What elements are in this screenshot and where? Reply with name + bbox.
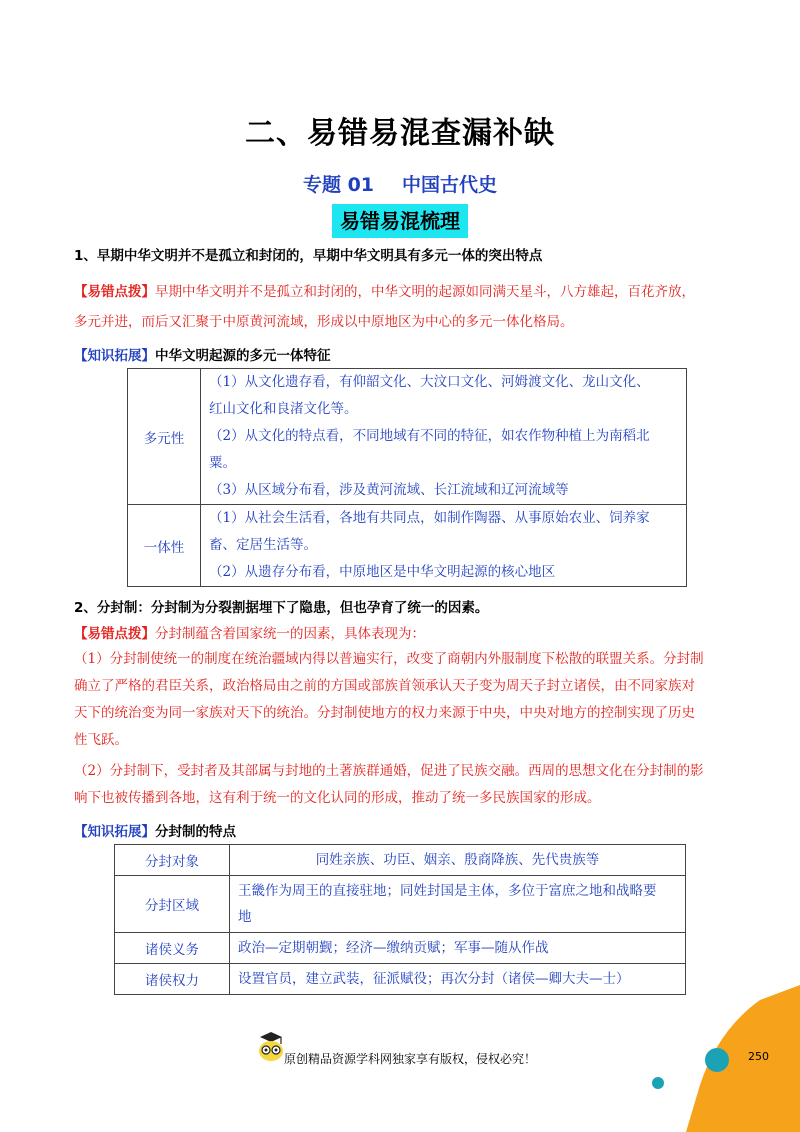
teal-dot-small xyxy=(652,1077,664,1089)
item1-tip-text1: 早期中华文明并不是孤立和封闭的，中华文明的起源如同满天星斗，八方雄起，百花齐放， xyxy=(155,284,695,300)
cell-line: （1）从社会生活看，各地有共同点，如制作陶器、从事原始农业、饲养家 xyxy=(209,510,650,526)
item1-ext-title: 中华文明起源的多元一体特征 xyxy=(155,348,331,364)
cell-line: 王畿作为周王的直接驻地；同姓封国是主体，多位于富庶之地和战略要 xyxy=(238,883,657,899)
row-key: 分封对象 xyxy=(115,845,230,876)
row-key-diversity: 多元性 xyxy=(128,369,201,505)
para-line: 性飞跃。 xyxy=(74,732,128,748)
orange-corner-shape xyxy=(686,985,800,1132)
page-number: 250 xyxy=(748,1050,769,1063)
para-line: （1）分封制使统一的制度在统治疆域内得以普遍实行，改变了商朝内外服制度下松散的联盟关系。分封制 xyxy=(74,651,704,667)
item2-ext-title: 分封制的特点 xyxy=(155,824,236,840)
topic-name: 中国古代史 xyxy=(402,174,498,196)
page-title: 二、易错易混查漏补缺 xyxy=(245,116,555,151)
teal-dot-large xyxy=(705,1048,729,1072)
item1-heading: 1、早期中华文明并不是孤立和封闭的，早期中华文明具有多元一体的突出特点 xyxy=(74,248,543,264)
row-key: 诸侯义务 xyxy=(115,933,230,964)
para-line: 响下也被传播到各地，这有利于统一的文化认同的形成，推动了统一多民族国家的形成。 xyxy=(74,790,601,806)
item2-heading: 2、分封制：分封制为分裂割据埋下了隐患，但也孕育了统一的因素。 xyxy=(74,600,489,616)
cell-line: 同姓亲族、功臣、姻亲、殷商降族、先代贵族等 xyxy=(315,852,600,868)
section-badge: 易错易混梳理 xyxy=(332,204,468,238)
item2-ext-label: 【知识拓展】 xyxy=(74,824,155,840)
cell-line: （2）从文化的特点看，不同地域有不同的特征，如农作物种植上为南稻北 xyxy=(209,428,650,444)
topic-number: 专题 01 xyxy=(302,174,375,196)
row-key: 分封区域 xyxy=(115,876,230,933)
item1-ext-label: 【知识拓展】 xyxy=(74,348,155,364)
cell-line: （1）从文化遗存看，有仰韶文化、大汶口文化、河姆渡文化、龙山文化、 xyxy=(209,374,650,390)
item1-tip-label: 【易错点拨】 xyxy=(74,284,155,300)
cell-line: （3）从区域分布看，涉及黄河流域、长江流域和辽河流域等 xyxy=(209,482,569,498)
para-line: （2）分封制下，受封者及其部属与封地的土著族群通婚，促进了民族交融。西周的思想文化在分封制的影 xyxy=(74,763,704,779)
cell-line: 政治—定期朝觐；经济—缴纳贡赋；军事—随从作战 xyxy=(238,940,549,956)
row-key: 诸侯权力 xyxy=(115,964,230,995)
para-line: 确立了严格的君臣关系，政治格局由之前的方国或部族首领承认天子变为周天子封立诸侯，由不同家族对 xyxy=(74,678,695,694)
cell-line: 粟。 xyxy=(209,455,236,471)
cell-line: 设置官员，建立武装，征派赋役；再次分封（诸侯—卿大夫—士） xyxy=(238,971,630,987)
item1-tip-line2: 多元并进，而后又汇聚于中原黄河流域，形成以中原地区为中心的多元一体化格局。 xyxy=(74,314,574,330)
item2-tip-label: 【易错点拨】 xyxy=(74,626,155,642)
mascot-icon xyxy=(256,1030,286,1062)
row-key-unity: 一体性 xyxy=(128,505,201,587)
cell-line: （2）从遗存分布看，中原地区是中华文明起源的核心地区 xyxy=(209,564,556,580)
cell-line: 畜、定居生活等。 xyxy=(209,537,317,553)
item2-tip-intro: 分封制蕴含着国家统一的因素，具体表现为： xyxy=(155,626,425,642)
cell-line: 红山文化和良渚文化等。 xyxy=(209,401,358,417)
para-line: 天下的统治变为同一家族对天下的统治。分封制使地方的权力来源于中央，中央对地方的控制实现了历史 xyxy=(74,705,695,721)
copyright-notice: 原创精品资源学科网独家享有版权，侵权必究！ xyxy=(284,1052,537,1066)
cell-line: 地 xyxy=(238,909,252,925)
